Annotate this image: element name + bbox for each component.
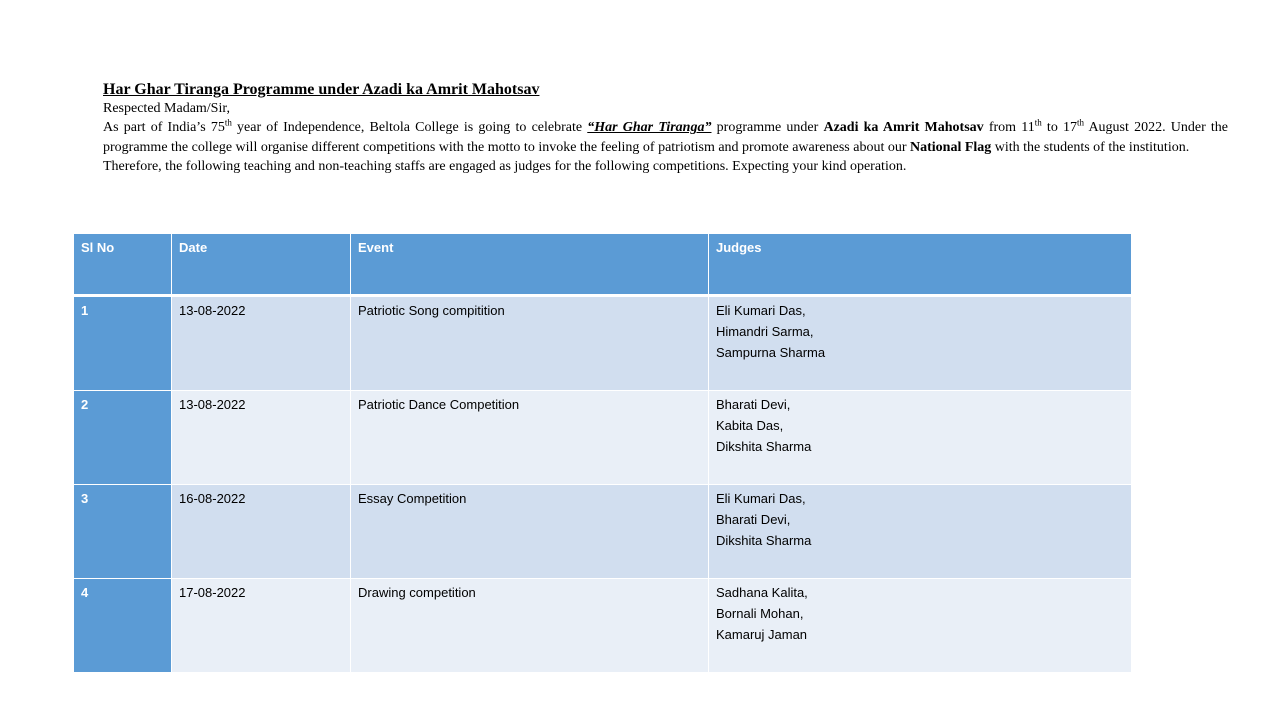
ordinal-suffix: th — [1077, 117, 1085, 128]
judge-name: Eli Kumari Das, — [716, 303, 806, 318]
judges-paragraph: Therefore, the following teaching and non-teaching staffs are engaged as judges for the following competitions. Expecting your kind operation. — [103, 158, 907, 174]
intro-paragraph — [103, 118, 1228, 157]
cell-slno: 4 — [74, 579, 172, 673]
letter-title: Har Ghar Tiranga Programme under Azadi ka Amrit Mahotsav — [103, 81, 540, 98]
intro-text-4: from 11 — [983, 120, 1035, 136]
intro-text-3: programme under — [711, 120, 824, 136]
cell-event: Drawing competition — [351, 579, 709, 673]
cell-date: 13-08-2022 — [172, 296, 351, 391]
header-slno: Sl No — [74, 234, 172, 296]
table-row — [74, 296, 1132, 391]
cell-event: Patriotic Song compitition — [351, 296, 709, 391]
intro-text-7: with the students of the institution. — [991, 139, 1190, 155]
judge-name: Sampurna Sharma — [716, 345, 826, 360]
letter-body — [103, 80, 1228, 176]
judge-name: Dikshita Sharma — [716, 533, 812, 548]
cell-slno: 3 — [74, 485, 172, 579]
cell-judges — [709, 391, 1132, 485]
cell-date: 16-08-2022 — [172, 485, 351, 579]
judge-name: Bornali Mohan, — [716, 606, 804, 621]
judge-name: Kabita Das, — [716, 418, 784, 433]
judge-name: Eli Kumari Das, — [716, 491, 806, 506]
table-row — [74, 485, 1132, 579]
intro-text-5: to 17 — [1041, 120, 1078, 136]
intro-text-6: August 2022. Under the programme the college will organise different competitions with the motto to invoke the feeling of patriotism and promote awareness about our — [103, 120, 1229, 155]
judges-table — [73, 233, 1132, 673]
mission-name: Azadi ka Amrit Mahotsav — [823, 120, 984, 136]
programme-name: “Har Ghar Tiranga” — [587, 120, 712, 136]
ordinal-suffix: th — [224, 117, 232, 128]
ordinal-suffix: th — [1034, 117, 1042, 128]
cell-judges — [709, 296, 1132, 391]
judge-name: Sadhana Kalita, — [716, 585, 808, 600]
cell-judges — [709, 579, 1132, 673]
judge-name: Bharati Devi, — [716, 512, 791, 527]
judge-name: Himandri Sarma, — [716, 324, 814, 339]
judge-name: Kamaruj Jaman — [716, 627, 808, 642]
cell-slno: 2 — [74, 391, 172, 485]
cell-event: Patriotic Dance Competition — [351, 391, 709, 485]
national-flag-text: National Flag — [910, 139, 992, 155]
table-row — [74, 391, 1132, 485]
header-event: Event — [351, 234, 709, 296]
cell-event: Essay Competition — [351, 485, 709, 579]
cell-date: 17-08-2022 — [172, 579, 351, 673]
judge-name: Dikshita Sharma — [716, 439, 812, 454]
intro-text-1: As part of India’s 75 — [103, 120, 225, 136]
table-header-row — [74, 234, 1132, 296]
cell-judges — [709, 485, 1132, 579]
cell-slno: 1 — [74, 296, 172, 391]
header-date: Date — [172, 234, 351, 296]
intro-text-2: year of Independence, Beltola College is going to celebrate — [231, 120, 588, 136]
judge-name: Bharati Devi, — [716, 397, 791, 412]
salutation: Respected Madam/Sir, — [103, 101, 230, 116]
cell-date: 13-08-2022 — [172, 391, 351, 485]
header-judges: Judges — [709, 234, 1132, 296]
table-row — [74, 579, 1132, 673]
